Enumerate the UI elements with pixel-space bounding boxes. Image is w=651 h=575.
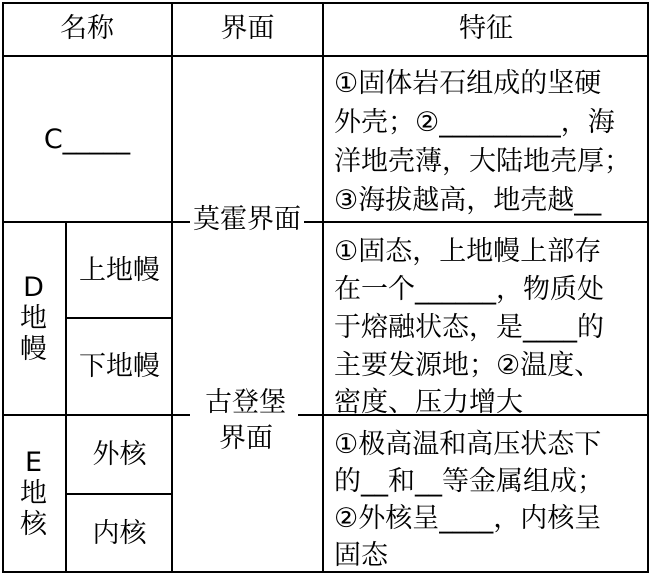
gutenberg-line-left: [172, 414, 190, 416]
header-feature: 特征: [459, 13, 513, 44]
mantle-char-1: 地: [20, 303, 47, 334]
outer-core-cell: [67, 416, 172, 493]
core-feature-line-2: 的__和__等金属组成；: [334, 466, 604, 497]
crust-feature-line-3: 洋地壳薄，大陆地壳厚；: [334, 146, 631, 177]
header-boundary-cell: [172, 2, 323, 55]
core-feature-line-4: 固态: [334, 540, 388, 571]
mantle-letter: D: [23, 272, 44, 303]
rule-boundary-feature: [322, 2, 324, 573]
core-char-1: 地: [20, 478, 47, 509]
mantle-char-2: 幔: [20, 334, 47, 365]
crust-feature-line-2: 外壳；②_________，海: [334, 107, 615, 138]
rule-bottom: [2, 571, 649, 573]
moho-line-left: [172, 221, 190, 223]
core-feature-line-3: ②外核呈____，内核呈: [334, 503, 602, 534]
header-feature-cell: [323, 2, 649, 55]
core-feature-line-1: ①极高温和高压状态下: [334, 429, 602, 460]
header-name-cell: [2, 2, 172, 55]
lower-mantle: 下地幔: [79, 351, 160, 382]
crust-name-cell: [2, 57, 172, 221]
core-name-cell: [2, 416, 65, 571]
outer-core: 外核: [92, 439, 147, 470]
rule-crust-bottom-right: [323, 221, 649, 223]
lower-mantle-cell: [67, 319, 172, 414]
mantle-feature-line-1: ①固态，上地幔上部存: [334, 236, 602, 267]
upper-mantle: 上地幔: [79, 254, 160, 286]
mantle-feature-line-5: 密度、压力增大: [334, 387, 523, 418]
rule-right: [647, 2, 649, 573]
crust-feature-line-4: ③海拔越高，地壳越__: [334, 185, 602, 216]
core-letter: E: [24, 447, 43, 478]
header-name: 名称: [60, 13, 114, 44]
moho-boundary-label: 莫霍界面: [193, 204, 301, 235]
moho-line-right: [304, 221, 323, 223]
header-boundary: 界面: [220, 13, 275, 44]
gutenberg-line-right: [298, 414, 323, 416]
crust-name: C_____: [43, 123, 131, 155]
mantle-feature-line-4: 主要发源地；②温度、: [334, 350, 602, 381]
core-char-2: 核: [20, 509, 47, 540]
gutenberg-boundary-label-1: 古登堡: [205, 387, 286, 418]
mantle-name-cell: [2, 223, 65, 414]
upper-mantle-cell: [67, 223, 172, 317]
inner-core: 内核: [92, 517, 147, 549]
mantle-feature-line-3: 于熔融状态，是____的: [334, 312, 604, 343]
inner-core-cell: [67, 495, 172, 571]
crust-feature-line-1: ①固体岩石组成的坚硬: [334, 68, 602, 99]
mantle-feature-line-2: 在一个______，物质处: [334, 274, 604, 305]
gutenberg-boundary-label-2: 界面: [219, 423, 273, 454]
